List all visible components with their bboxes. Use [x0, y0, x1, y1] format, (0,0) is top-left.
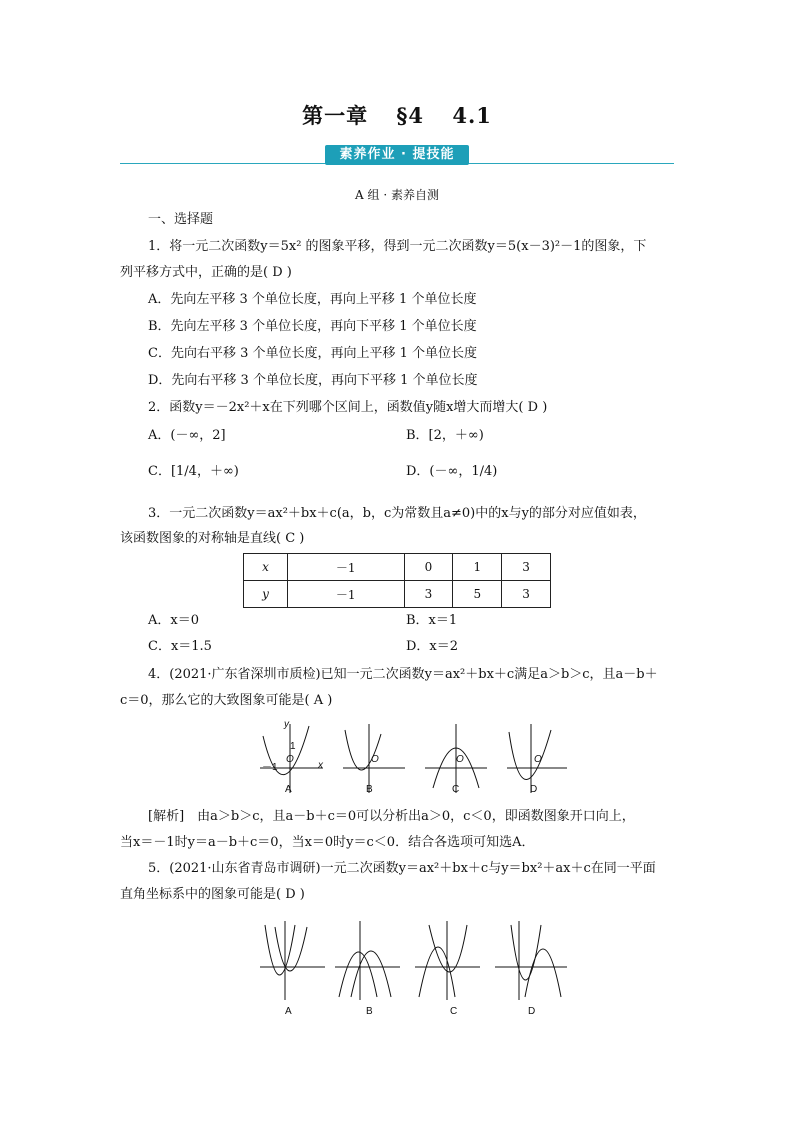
- table-cell: 3: [404, 581, 453, 608]
- q5-graph-label-b: B: [366, 1006, 373, 1017]
- origin-label: O: [371, 754, 379, 765]
- section-badge: 素养作业 · 提技能: [325, 145, 469, 165]
- q5-graph-label-d: D: [528, 1006, 536, 1017]
- group-title: A 组 · 素养自测: [355, 188, 439, 202]
- table-cell: x: [244, 554, 288, 581]
- origin-label: O: [456, 754, 464, 765]
- q5-stem-line2: 直角坐标系中的图象可能是( D ): [120, 887, 305, 902]
- q4-graph-label-d: D: [530, 784, 538, 795]
- table-cell: 1: [453, 554, 502, 581]
- table-cell: 3: [502, 581, 551, 608]
- section-title: 一、选择题: [148, 212, 214, 227]
- table-cell: 5: [453, 581, 502, 608]
- q4-graph-label-b: B: [366, 784, 373, 795]
- table-cell: 3: [502, 554, 551, 581]
- q3-stem-line2: 该函数图象的对称轴是直线( C ): [120, 531, 305, 546]
- q1-stem-line2: 列平移方式中，正确的是( D ): [120, 265, 292, 280]
- q1-option-a: A．先向左平移 3 个单位长度，再向上平移 1 个单位长度: [148, 292, 477, 307]
- origin-label: O: [534, 754, 542, 765]
- q5-stem-line1: 5．(2021·山东省青岛市调研)一元二次函数y＝ax²＋bx＋c与y＝bx²＋ax＋c在同一平面: [148, 861, 656, 876]
- q1-stem-line1: 1．将一元二次函数y＝5x² 的图象平移，得到一元二次函数y＝5(x－3)²－1的图象，下: [148, 239, 647, 254]
- tick-label: －1: [262, 762, 278, 773]
- table-cell: y: [244, 581, 288, 608]
- q4-stem-line2: c＝0，那么它的大致图象可能是( A ): [120, 693, 333, 708]
- q2-option-c: C．[1/4，＋∞): [148, 464, 239, 479]
- q3-option-a: A．x＝0: [148, 613, 199, 628]
- q1-option-b: B．先向左平移 3 个单位长度，再向下平移 1 个单位长度: [148, 319, 477, 334]
- parabola-curve: [509, 730, 551, 780]
- q3-option-d: D．x＝2: [406, 639, 459, 654]
- chapter-label: 第一章: [302, 103, 369, 128]
- q4-analysis-line1: [解析] 由a＞b＞c，且a－b＋c＝0可以分析出a＞0，c＜0，即函数图象开口向上，: [148, 809, 635, 824]
- q4-graph-label-c: C: [452, 784, 460, 795]
- table-row: [244, 554, 551, 581]
- q3-option-c: C．x＝1.5: [148, 639, 212, 654]
- q4-stem-line1: 4．(2021·广东省深圳市质检)已知一元二次函数y＝ax²＋bx＋c满足a＞b＞c，且a－b＋: [148, 667, 658, 682]
- parabola-curve: [511, 925, 541, 980]
- table-cell: －1: [287, 581, 404, 608]
- q4-graphs: [255, 718, 575, 798]
- parabola-curve: [525, 949, 561, 997]
- table-cell: －1: [287, 554, 404, 581]
- q2-stem: 2．函数y＝－2x²＋x在下列哪个区间上，函数值y随x增大而增大( D ): [148, 400, 548, 415]
- q2-option-b: B．[2，＋∞): [406, 428, 484, 443]
- q4-analysis-line2: 当x＝－1时y＝a－b＋c＝0，当x＝0时y＝c＜0．结合各选项可知选A．: [120, 835, 535, 850]
- parabola-curve: [339, 952, 377, 997]
- q1-option-c: C．先向右平移 3 个单位长度，再向上平移 1 个单位长度: [148, 346, 478, 361]
- section-label: §4: [396, 103, 425, 128]
- subsection-label: 4.1: [452, 103, 492, 128]
- q5-graph-label-a: A: [285, 1006, 292, 1017]
- parabola-curve: [351, 951, 391, 997]
- page-title: [0, 100, 794, 130]
- q3-option-b: B．x＝1: [406, 613, 458, 628]
- tick-label: 1: [290, 741, 296, 752]
- origin-label: O: [286, 754, 294, 765]
- q4-graph-label-a: A: [285, 784, 292, 795]
- table-cell: 0: [404, 554, 453, 581]
- q2-option-a: A．(－∞，2]: [148, 428, 226, 443]
- q5-graph-label-c: C: [450, 1006, 458, 1017]
- axis-label-y: y: [284, 719, 289, 730]
- q1-option-d: D．先向右平移 3 个单位长度，再向下平移 1 个单位长度: [148, 373, 478, 388]
- q2-option-d: D．(－∞，1/4): [406, 464, 498, 479]
- table-row: [244, 581, 551, 608]
- q5-graphs: [255, 915, 575, 1005]
- axis-label-x: x: [318, 760, 323, 771]
- q3-value-table: [243, 553, 551, 608]
- q3-stem-line1: 3．一元二次函数y＝ax²＋bx＋c(a，b，c为常数且a≠0)中的x与y的部分对应值如表，: [148, 506, 646, 521]
